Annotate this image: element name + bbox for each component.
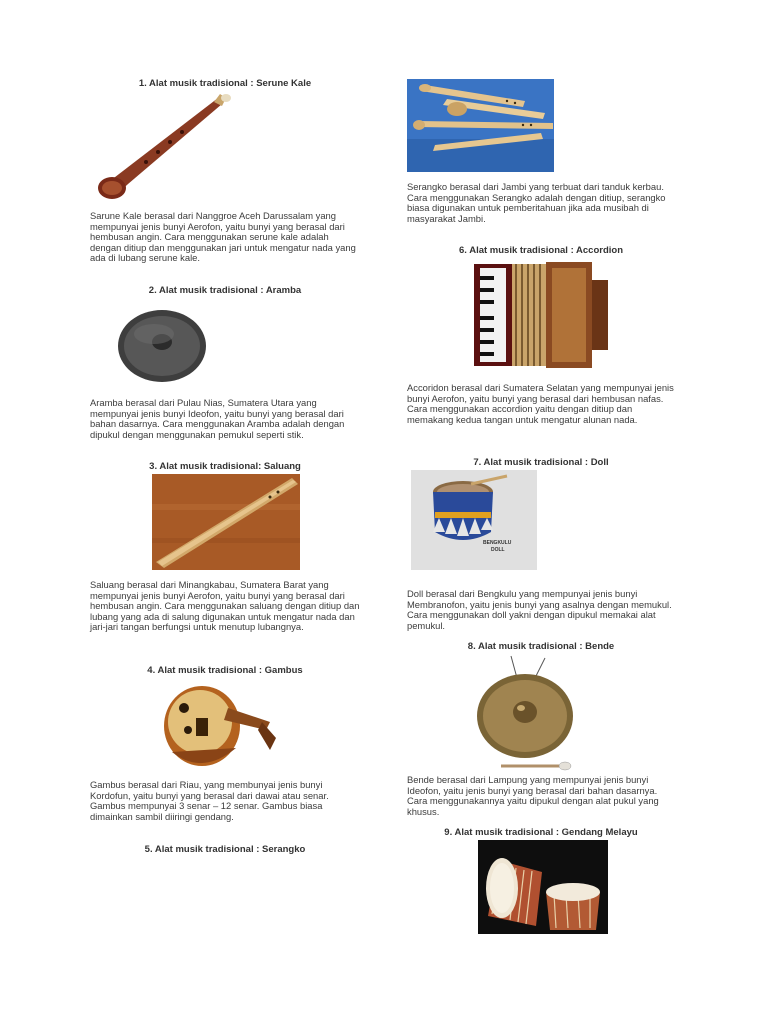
gambus-image	[158, 678, 284, 770]
doll-caption-name: DOLL	[491, 547, 505, 553]
serune-kale-image	[96, 92, 242, 202]
heading-saluang: 3. Alat musik tradisional: Saluang	[149, 461, 301, 472]
bende-image	[471, 654, 613, 772]
accordion-image	[470, 258, 618, 374]
heading-gendang-melayu: 9. Alat musik tradisional : Gendang Melayu	[444, 827, 638, 838]
gendang-melayu-image	[478, 840, 608, 934]
doll-caption-place: BENGKULU	[483, 540, 512, 546]
heading-bende: 8. Alat musik tradisional : Bende	[467, 641, 615, 652]
description-saluang: Saluang berasal dari Minangkabau, Sumatera Barat yang mempunyai jenis bunyi Aerofon, yaitu bunyi yang berasal dari hembusan angin. Cara menggunakan saluang dengan ditiup dan lubang yang ada di salung digunakan untuk mengatur nada dan jari-jari tangan berfungsi untuk menutup lubangnya.	[90, 579, 360, 633]
heading-doll: 7. Alat musik tradisional : Doll	[473, 457, 609, 468]
description-serune-kale: Sarune Kale berasal dari Nanggroe Aceh Darussalam yang mempunyai jenis bunyi Aerofon, yaitu bunyi yang berasal dari hembusan angin. Cara menggunakan serune kale adalah dengan ditiup dan menggunakan jari untuk mengatur nada yang ada di lubang serune kale.	[90, 210, 356, 264]
description-accordion: Accoridon berasal dari Sumatera Selatan yang mempunyai jenis bunyi Aerofon, yaitu bunyi yang berasal dari hembusan nafas. Cara menggunakan accordion yaitu dengan ditiup dan memakang kedua tangan untuk mengatur alunan nada.	[407, 382, 674, 425]
description-serangko: Serangko berasal dari Jambi yang terbuat dari tanduk kerbau. Cara menggunakan Serangko adalah dengan ditiup, serangko biasa digunakan untuk pemberitahuan jika ada musibah di masyarakat Jambi.	[407, 181, 666, 224]
aramba-image	[96, 300, 236, 390]
description-gambus: Gambus berasal dari Riau, yang membunyai jenis bunyi Kordofun, yaitu bunyi yang berasal dari dawai atau senar. Gambus mempunyai 3 senar – 12 senar. Gambus biasa dimainkan sambil diiringi gendang.	[90, 779, 329, 822]
doll-image	[411, 470, 537, 570]
description-doll: Doll berasal dari Bengkulu yang mempunyai jenis bunyi Membranofon, yaitu jenis bunyi yang asalnya dengan memukul. Cara menggunakan doll yakni dengan dipukul memakai alat pemukul.	[407, 588, 672, 631]
heading-serune-kale: 1. Alat musik tradisional : Serune Kale	[138, 78, 312, 89]
heading-accordion: 6. Alat musik tradisional : Accordion	[459, 245, 623, 256]
description-aramba: Aramba berasal dari Pulau Nias, Sumatera Utara yang mempunyai jenis bunyi Ideofon, yaitu bunyi yang berasal dari bahan dasarnya. Cara menggunakan Aramba adalah dengan dipukul dengan menggunakan pemukul seperti stik.	[90, 397, 345, 440]
heading-aramba: 2. Alat musik tradisional : Aramba	[148, 285, 302, 296]
heading-gambus: 4. Alat musik tradisional : Gambus	[147, 665, 303, 676]
heading-serangko: 5. Alat musik tradisional : Serangko	[144, 844, 306, 855]
saluang-image	[152, 474, 300, 570]
description-bende: Bende berasal dari Lampung yang mempunyai jenis bunyi Ideofon, yaitu jenis bunyi yang berasal dari bahan dasarnya. Cara menggunakannya yaitu dipukul dengan alat pukul yang khusus.	[407, 774, 659, 817]
serangko-image	[407, 79, 554, 172]
